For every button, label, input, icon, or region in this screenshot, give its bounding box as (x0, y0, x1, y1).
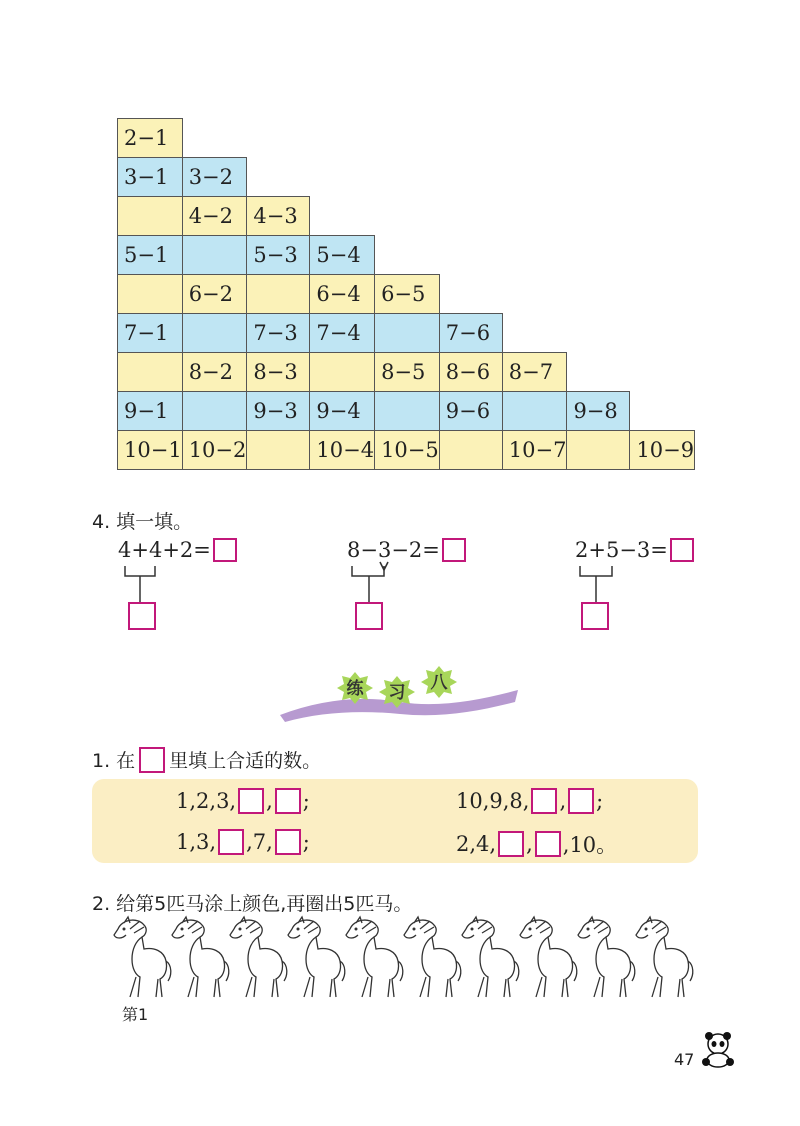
horse-icon[interactable] (288, 917, 345, 997)
horse-icon[interactable] (230, 917, 287, 997)
sub-answer-box[interactable] (128, 602, 156, 630)
answer-box[interactable] (218, 829, 244, 855)
table-cell: 10−5 (375, 431, 440, 470)
seq-text: 1,2,3, (176, 789, 237, 813)
table-cell: 6−5 (375, 275, 440, 314)
table-cell (567, 431, 630, 470)
seq-text: 1,3, (176, 830, 217, 854)
answer-box[interactable] (568, 788, 594, 814)
first-horse-label: 第1 (122, 1005, 149, 1024)
table-row (118, 314, 695, 353)
table-empty (630, 392, 695, 431)
table-empty (502, 119, 567, 158)
bracket-connector (575, 562, 625, 604)
answer-box[interactable] (442, 538, 466, 562)
answer-box[interactable] (498, 831, 524, 857)
seq-comma: , (559, 789, 567, 813)
table-empty (502, 275, 567, 314)
table-empty (502, 314, 567, 353)
table-empty (567, 158, 630, 197)
table-empty (182, 119, 247, 158)
table-empty (630, 236, 695, 275)
table-empty (630, 197, 695, 236)
table-cell: 6−2 (182, 275, 247, 314)
answer-box[interactable] (238, 788, 264, 814)
table-row (118, 275, 695, 314)
seq-end: ; (596, 789, 604, 813)
table-cell: 10−2 (182, 431, 247, 470)
table-cell: 10−9 (630, 431, 695, 470)
table-cell: 7−1 (118, 314, 183, 353)
table-cell: 10−7 (502, 431, 567, 470)
table-cell: 6−4 (310, 275, 375, 314)
equation-text: 8−3−2= (347, 538, 440, 562)
answer-box[interactable] (213, 538, 237, 562)
horse-icon[interactable] (172, 917, 229, 997)
table-empty (630, 119, 695, 158)
page-number: 47 (674, 1050, 695, 1069)
table-cell: 9−8 (567, 392, 630, 431)
table-cell (182, 314, 247, 353)
q4-title: 4. 填一填。 (92, 511, 193, 533)
table-empty (502, 158, 567, 197)
table-empty (567, 353, 630, 392)
banner-char-2: 习 (388, 683, 406, 703)
table-cell: 8−7 (502, 353, 567, 392)
table-cell (182, 392, 247, 431)
table-cell (118, 197, 183, 236)
table-empty (310, 197, 375, 236)
table-cell: 9−6 (439, 392, 502, 431)
banner-char-1: 练 (346, 679, 364, 699)
table-empty (375, 158, 440, 197)
table-empty (247, 158, 310, 197)
table-row (118, 119, 695, 158)
horse-icon[interactable] (636, 917, 693, 997)
table-empty (375, 119, 440, 158)
answer-box[interactable] (275, 788, 301, 814)
seq-end: ; (302, 789, 310, 813)
table-empty (630, 314, 695, 353)
sub-answer-box[interactable] (355, 602, 383, 630)
table-cell: 2−1 (118, 119, 183, 158)
table-cell: 7−4 (310, 314, 375, 353)
q4-equation-2 (347, 538, 468, 562)
table-cell: 7−6 (439, 314, 502, 353)
table-empty (567, 197, 630, 236)
seq-end: ; (302, 830, 310, 854)
bracket-connector (118, 562, 168, 604)
seq-comma: , (266, 789, 273, 813)
table-cell (118, 275, 183, 314)
bracket-connector (347, 560, 397, 604)
table-cell: 9−3 (247, 392, 310, 431)
table-cell (439, 431, 502, 470)
banner-char-3: 八 (430, 673, 448, 693)
table-cell: 9−4 (310, 392, 375, 431)
sequence-4 (456, 829, 617, 859)
table-cell: 9−1 (118, 392, 183, 431)
section-banner (280, 660, 520, 730)
seq-mid: ,7, (246, 830, 273, 854)
seq-text: 10,9,8, (456, 789, 530, 813)
table-row (118, 353, 695, 392)
answer-box[interactable] (275, 829, 301, 855)
table-row (118, 236, 695, 275)
table-cell (375, 392, 440, 431)
table-cell: 7−3 (247, 314, 310, 353)
table-cell: 10−1 (118, 431, 183, 470)
q1-title-before: 1. 在 (92, 750, 136, 772)
sub-answer-box[interactable] (581, 602, 609, 630)
table-empty (247, 119, 310, 158)
table-cell: 3−2 (182, 158, 247, 197)
horse-icon[interactable] (520, 917, 577, 997)
q4-equation-1 (118, 538, 239, 562)
horse-icon[interactable] (346, 917, 403, 997)
q4-equation-3 (575, 538, 696, 562)
table-cell: 5−1 (118, 236, 183, 275)
table-empty (567, 119, 630, 158)
sequence-2 (456, 788, 603, 814)
table-cell: 5−3 (247, 236, 310, 275)
seq-text: 2,4, (456, 832, 497, 856)
seq-comma: , (526, 832, 533, 856)
table-row (118, 392, 695, 431)
answer-box[interactable] (531, 788, 557, 814)
table-cell: 4−2 (182, 197, 247, 236)
table-empty (439, 275, 502, 314)
table-cell: 8−2 (182, 353, 247, 392)
table-empty (439, 119, 502, 158)
table-empty (310, 119, 375, 158)
equation-text: 4+4+2= (118, 538, 211, 562)
horse-icon[interactable] (114, 917, 171, 997)
q1-title (92, 746, 321, 773)
horse-icon[interactable] (578, 917, 635, 997)
table-empty (630, 158, 695, 197)
table-cell: 5−4 (310, 236, 375, 275)
table-cell: 8−3 (247, 353, 310, 392)
table-empty (375, 236, 440, 275)
table-cell (375, 314, 440, 353)
horse-icon[interactable] (404, 917, 461, 997)
table-cell: 8−5 (375, 353, 440, 392)
q1-title-after: 里填上合适的数。 (169, 750, 322, 772)
table-empty (439, 197, 502, 236)
q2-title: 2. 给第5匹马涂上颜色,再圈出5匹马。 (92, 893, 413, 915)
table-row (118, 197, 695, 236)
table-cell (182, 236, 247, 275)
answer-box[interactable] (535, 831, 561, 857)
table-empty (567, 275, 630, 314)
horse-icon[interactable] (462, 917, 519, 997)
table-cell: 8−6 (439, 353, 502, 392)
table-empty (502, 236, 567, 275)
horse-row (110, 915, 700, 1001)
equation-text: 2+5−3= (575, 538, 668, 562)
table-cell (310, 353, 375, 392)
table-row (118, 158, 695, 197)
seq-end: ,10。 (562, 833, 618, 857)
table-empty (310, 158, 375, 197)
panda-icon (698, 1028, 738, 1068)
table-cell: 4−3 (247, 197, 310, 236)
table-cell (502, 392, 567, 431)
example-box-icon (139, 747, 165, 773)
table-empty (375, 197, 440, 236)
table-cell (247, 431, 310, 470)
table-empty (567, 236, 630, 275)
table-row (118, 431, 695, 470)
table-empty (439, 158, 502, 197)
table-empty (502, 197, 567, 236)
sequence-1 (176, 788, 310, 814)
sequence-3 (176, 829, 310, 855)
subtraction-table (117, 118, 695, 470)
table-empty (567, 314, 630, 353)
table-empty (439, 236, 502, 275)
table-cell (247, 275, 310, 314)
table-cell: 10−4 (310, 431, 375, 470)
answer-box[interactable] (670, 538, 694, 562)
table-empty (630, 353, 695, 392)
table-cell: 3−1 (118, 158, 183, 197)
table-empty (630, 275, 695, 314)
table-cell (118, 353, 183, 392)
